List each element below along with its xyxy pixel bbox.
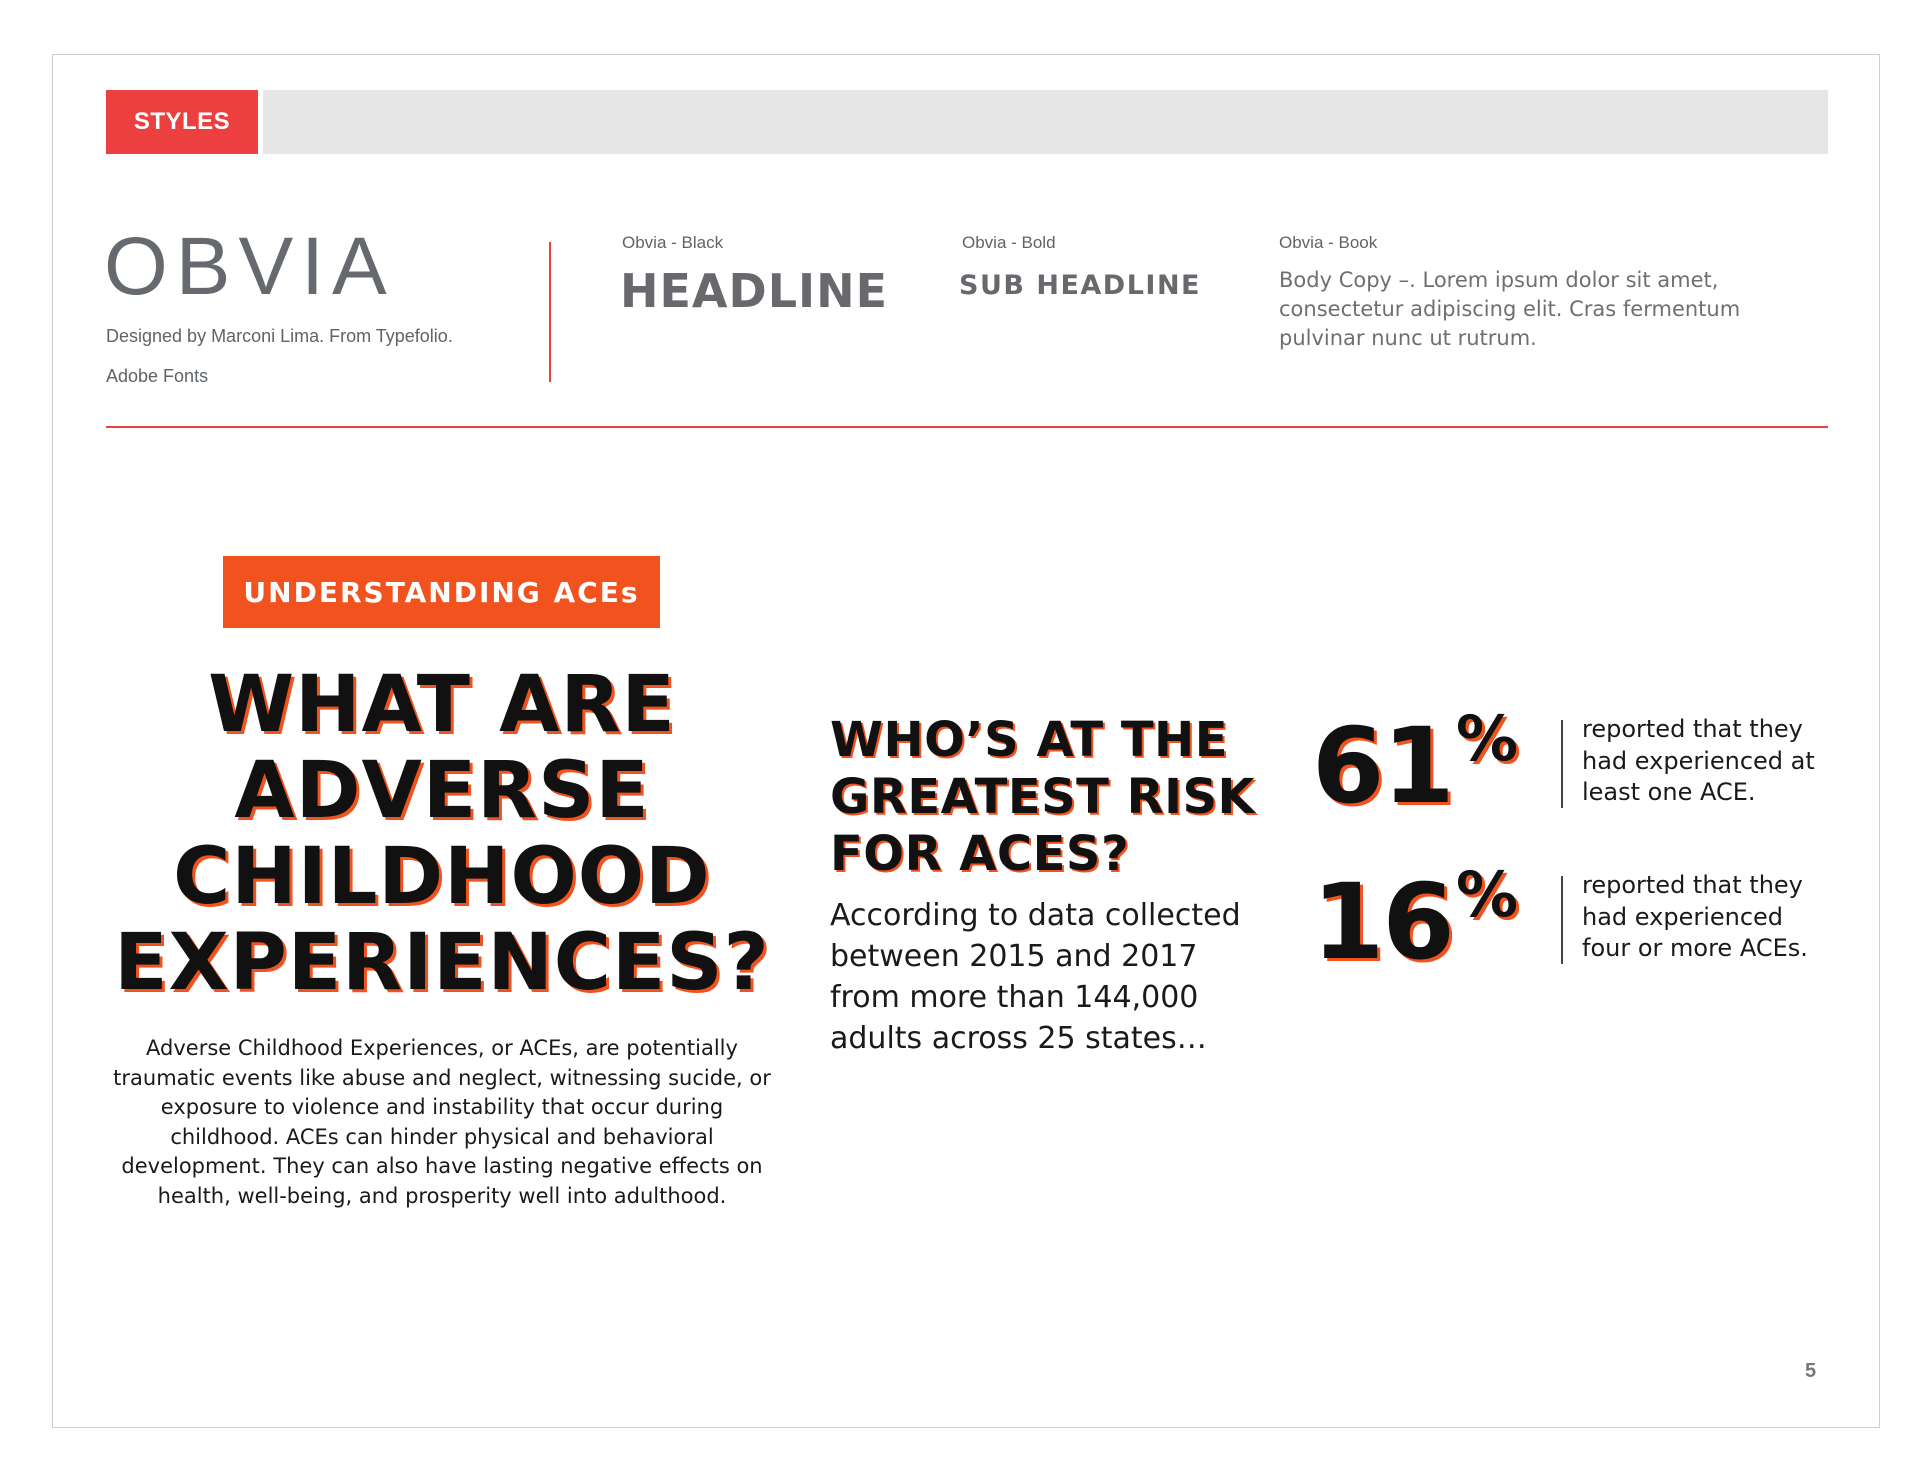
font-source: Adobe Fonts xyxy=(106,366,209,386)
kicker-text: UNDERSTANDING ACEs xyxy=(243,575,640,609)
font-credit: Designed by Marconi Lima. From Typefolio. xyxy=(106,326,453,346)
stat-divider xyxy=(1561,720,1563,808)
section-divider xyxy=(106,426,1828,428)
intro-paragraph: Adverse Childhood Experiences, or ACEs, are potentially traumatic events like abuse and neglect, witnessing sucide, or exposure to violence and instability that occur during childhood. ACEs can hinder physical and behavioral development. They can also have lasting negative effects on health, well-being, and prosperity well into adulthood. xyxy=(113,1036,771,1208)
stat-percent: % xyxy=(1456,858,1519,931)
kicker-label xyxy=(223,556,660,628)
stat-percent: % xyxy=(1456,702,1519,775)
risk-paragraph: According to data collected between 2015 and 2017 from more than 144,000 adults across 25 states… xyxy=(830,898,1241,1056)
headline-line: ADVERSE xyxy=(234,746,650,836)
stat-number: 61 xyxy=(1312,705,1453,827)
headline-line: EXPERIENCES? xyxy=(114,918,770,1008)
style-label-book: Obvia - Book xyxy=(1279,233,1378,252)
style-label-bold: Obvia - Bold xyxy=(962,233,1056,252)
style-sample-headline: HEADLINE xyxy=(620,264,889,318)
risk-headline-line: WHO’S AT THE xyxy=(830,712,1229,768)
stat-number: 16 xyxy=(1312,861,1453,983)
stat-block xyxy=(1312,858,1832,983)
stat-text: reported that they had experienced four or more ACEs. xyxy=(1582,871,1808,962)
header-bar xyxy=(263,90,1828,154)
font-name: OBVIA xyxy=(104,221,395,312)
spec-divider xyxy=(549,242,551,382)
headline-line: CHILDHOOD xyxy=(173,832,711,922)
styles-tab xyxy=(106,90,258,154)
risk-headline xyxy=(830,712,1280,883)
stat-divider xyxy=(1561,876,1563,964)
stat-block xyxy=(1312,702,1832,827)
risk-headline-line: FOR ACES? xyxy=(830,826,1130,882)
page-number: 5 xyxy=(1805,1360,1817,1382)
style-sample-subheadline: SUB HEADLINE xyxy=(959,270,1201,301)
main-headline xyxy=(100,662,784,1006)
headline-line: WHAT ARE xyxy=(208,660,676,750)
style-label-black: Obvia - Black xyxy=(622,233,724,252)
styles-tab-label: STYLES xyxy=(133,108,231,135)
risk-headline-line: GREATEST RISK xyxy=(830,769,1256,825)
style-sample-body: Body Copy –. Lorem ipsum dolor sit amet, consectetur adipiscing elit. Cras fermentum pulvinar nunc ut rutrum. xyxy=(1279,268,1741,350)
stat-text: reported that they had experienced at least one ACE. xyxy=(1582,715,1815,806)
